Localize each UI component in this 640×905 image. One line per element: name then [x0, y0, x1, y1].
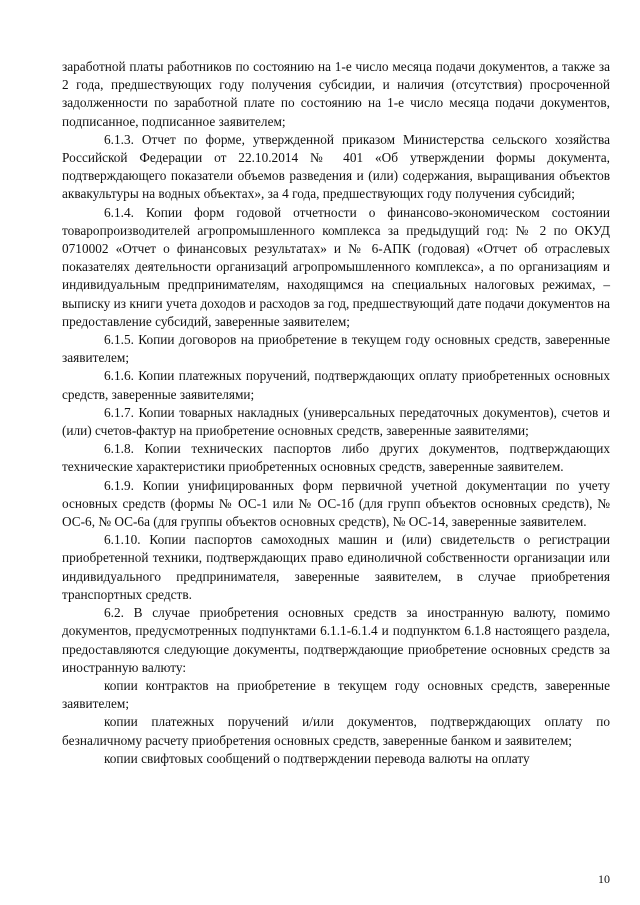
paragraph-continuation: заработной платы работников по состоянию на 1-е число месяца подачи документов, а также за 2 года, предшествующих году получения субсидии, и наличия (отсутствия) просроченной задолженности по заработной плате по состоянию на 1-е число месяца подачи документов, подписанное, подписанное заявителем;	[62, 59, 610, 129]
paragraph-6-1-10: 6.1.10. Копии паспортов самоходных машин и (или) свидетельств о регистрации приобретенной техники, подтверждающих право единоличной собственности организации или индивидуального предпринимателя, заверенные заявителем, в случае приобретения транспортных средств.	[62, 532, 610, 602]
list-item-payment-orders: копии платежных поручений и/или документов, подтверждающих оплату по безналичному расчету приобретения основных средств, заверенные банком и заявителем;	[62, 714, 610, 748]
page-number: 10	[598, 872, 610, 886]
list-item-swift-messages: копии свифтовых сообщений о подтверждении перевода валюты на оплату	[104, 750, 530, 766]
paragraph-6-1-8: 6.1.8. Копии технических паспортов либо других документов, подтверждающих технические характеристики приобретенных основных средств, заверенные заявителем.	[62, 441, 610, 475]
paragraph-6-1-4: 6.1.4. Копии форм годовой отчетности о финансово-экономическом состоянии товаропроизводителей агропромышленного комплекса за предыдущий год: № 2 по ОКУД 0710002 «Отчет о финансовых результатах» и № 6-АПК (годовая) «Отчет об отраслевых показателях деятельности организаций агропромышленного комплекса», а по организациям и индивидуальным предпринимателям, находящимся на специальных налоговых режимах, – выписку из книги учета доходов и расходов за год, предшествующий дате подачи документов на предоставление субсидий, заверенные заявителем;	[62, 204, 610, 329]
paragraph-6-1-3: 6.1.3. Отчет по форме, утвержденной приказом Министерства сельского хозяйства Российской Федерации от 22.10.2014 № 401 «Об утверждении формы документа, подтверждающего показатели объемов разведения и (или) содержания, выращивания объектов аквакультуры на водных объектах», за 4 года, предшествующих году получения субсидий;	[62, 131, 610, 202]
document-body	[62, 58, 610, 768]
paragraph-6-1-7: 6.1.7. Копии товарных накладных (универсальных передаточных документов), счетов и (или) счетов-фактур на приобретение основных средств, заверенные заявителями;	[62, 404, 610, 439]
paragraph-6-2: 6.2. В случае приобретения основных средств за иностранную валюту, помимо документов, предусмотренных подпунктами 6.1.1-6.1.4 и подпунктом 6.1.8 настоящего раздела, предоставляются следующие документы, подтверждающие приобретение основных средств за иностранную валюту:	[62, 605, 610, 675]
paragraph-6-1-9: 6.1.9. Копии унифицированных форм первичной учетной документации по учету основных средств (формы № ОС-1 или № ОС-1б (для групп объектов основных средств), № ОС-6, № ОС-6а (для группы объектов основных средств), № ОС-14, заверенные заявителем.	[62, 477, 610, 530]
list-item-contracts: копии контрактов на приобретение в текущем году основных средств, заверенные заявителем;	[62, 677, 610, 712]
paragraph-6-1-5: 6.1.5. Копии договоров на приобретение в текущем году основных средств, заверенные заявителем;	[62, 332, 610, 366]
paragraph-6-1-6: 6.1.6. Копии платежных поручений, подтверждающих оплату приобретенных основных средств, заверенные заявителями;	[62, 368, 610, 402]
